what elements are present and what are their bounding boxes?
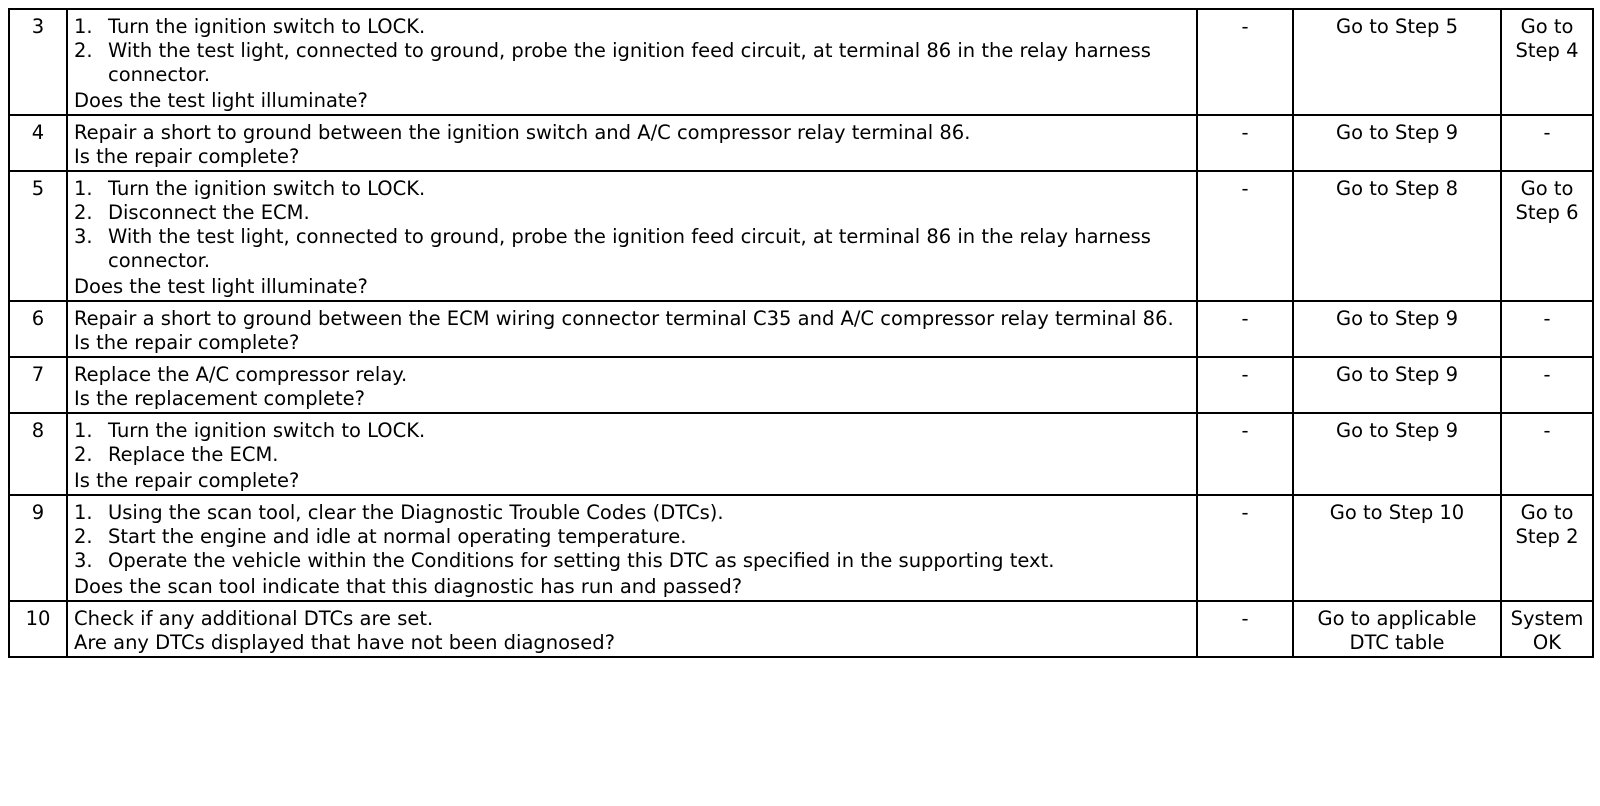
action-cell xyxy=(67,301,1197,357)
action-item: 1. Using the scan tool, clear the Diagnostic Trouble Codes (DTCs). xyxy=(74,501,724,524)
step-number: 10 xyxy=(9,601,67,657)
value-cell: - xyxy=(1197,9,1293,115)
action-item: 2. Disconnect the ECM. xyxy=(74,201,310,224)
value-cell: - xyxy=(1197,495,1293,601)
action-cell xyxy=(67,9,1197,115)
step-question: Are any DTCs displayed that have not been diagnosed? xyxy=(74,631,615,654)
diagnostic-table-body xyxy=(9,9,1593,657)
action-cell xyxy=(67,357,1197,413)
action-list xyxy=(74,15,1190,87)
step-number: 6 xyxy=(9,301,67,357)
step-number: 4 xyxy=(9,115,67,171)
step-number: 9 xyxy=(9,495,67,601)
no-cell: Go to Step 4 xyxy=(1501,9,1593,115)
action-list xyxy=(74,419,1190,467)
yes-cell: Go to Step 5 xyxy=(1293,9,1501,115)
action-item: 2. Replace the ECM. xyxy=(74,443,279,466)
yes-cell: Go to Step 10 xyxy=(1293,495,1501,601)
no-cell: - xyxy=(1501,413,1593,495)
step-question: Is the repair complete? xyxy=(74,331,300,354)
step-question: Does the test light illuminate? xyxy=(74,89,368,112)
action-item: 1. Turn the ignition switch to LOCK. xyxy=(74,15,426,38)
table-row xyxy=(9,495,1593,601)
no-cell: - xyxy=(1501,115,1593,171)
action-item: 1. Turn the ignition switch to LOCK. xyxy=(74,177,426,200)
no-cell: System OK xyxy=(1501,601,1593,657)
yes-cell: Go to Step 9 xyxy=(1293,115,1501,171)
action-item: 1. Turn the ignition switch to LOCK. xyxy=(74,419,426,442)
table-row xyxy=(9,357,1593,413)
value-cell: - xyxy=(1197,601,1293,657)
table-row xyxy=(9,115,1593,171)
action-text: Repair a short to ground between the ignition switch and A/C compressor relay terminal 86. xyxy=(74,121,971,144)
table-row xyxy=(9,601,1593,657)
action-item: 3. Operate the vehicle within the Conditions for setting this DTC as specified in the supporting text. xyxy=(74,549,1055,572)
table-row xyxy=(9,9,1593,115)
action-cell xyxy=(67,171,1197,301)
step-number: 7 xyxy=(9,357,67,413)
yes-cell: Go to Step 8 xyxy=(1293,171,1501,301)
table-row xyxy=(9,171,1593,301)
diagnostic-table xyxy=(8,8,1594,658)
yes-cell: Go to Step 9 xyxy=(1293,301,1501,357)
action-cell xyxy=(67,413,1197,495)
yes-cell: Go to Step 9 xyxy=(1293,413,1501,495)
action-cell xyxy=(67,601,1197,657)
action-cell xyxy=(67,115,1197,171)
action-list xyxy=(74,501,1190,573)
value-cell: - xyxy=(1197,301,1293,357)
value-cell: - xyxy=(1197,115,1293,171)
action-text: Repair a short to ground between the ECM wiring connector terminal C35 and A/C compressor relay terminal 86. xyxy=(74,307,1174,330)
table-row xyxy=(9,413,1593,495)
no-cell: Go to Step 6 xyxy=(1501,171,1593,301)
yes-cell: Go to Step 9 xyxy=(1293,357,1501,413)
value-cell: - xyxy=(1197,171,1293,301)
value-cell: - xyxy=(1197,357,1293,413)
action-list xyxy=(74,177,1190,273)
no-cell: Go to Step 2 xyxy=(1501,495,1593,601)
step-number: 5 xyxy=(9,171,67,301)
no-cell: - xyxy=(1501,357,1593,413)
action-item: 2. Start the engine and idle at normal operating temperature. xyxy=(74,525,687,548)
action-text: Replace the A/C compressor relay. xyxy=(74,363,408,386)
action-item: 3. With the test light, connected to ground, probe the ignition feed circuit, at terminal 86 in the relay harness connector. xyxy=(74,225,1151,272)
table-row xyxy=(9,301,1593,357)
step-question: Is the repair complete? xyxy=(74,145,300,168)
action-item: 2. With the test light, connected to ground, probe the ignition feed circuit, at terminal 86 in the relay harness connector. xyxy=(74,39,1151,86)
step-question: Is the replacement complete? xyxy=(74,387,365,410)
value-cell: - xyxy=(1197,413,1293,495)
yes-cell: Go to applicable DTC table xyxy=(1293,601,1501,657)
no-cell: - xyxy=(1501,301,1593,357)
action-cell xyxy=(67,495,1197,601)
step-question: Is the repair complete? xyxy=(74,469,300,492)
step-question: Does the test light illuminate? xyxy=(74,275,368,298)
step-question: Does the scan tool indicate that this diagnostic has run and passed? xyxy=(74,575,743,598)
action-text: Check if any additional DTCs are set. xyxy=(74,607,434,630)
step-number: 3 xyxy=(9,9,67,115)
step-number: 8 xyxy=(9,413,67,495)
